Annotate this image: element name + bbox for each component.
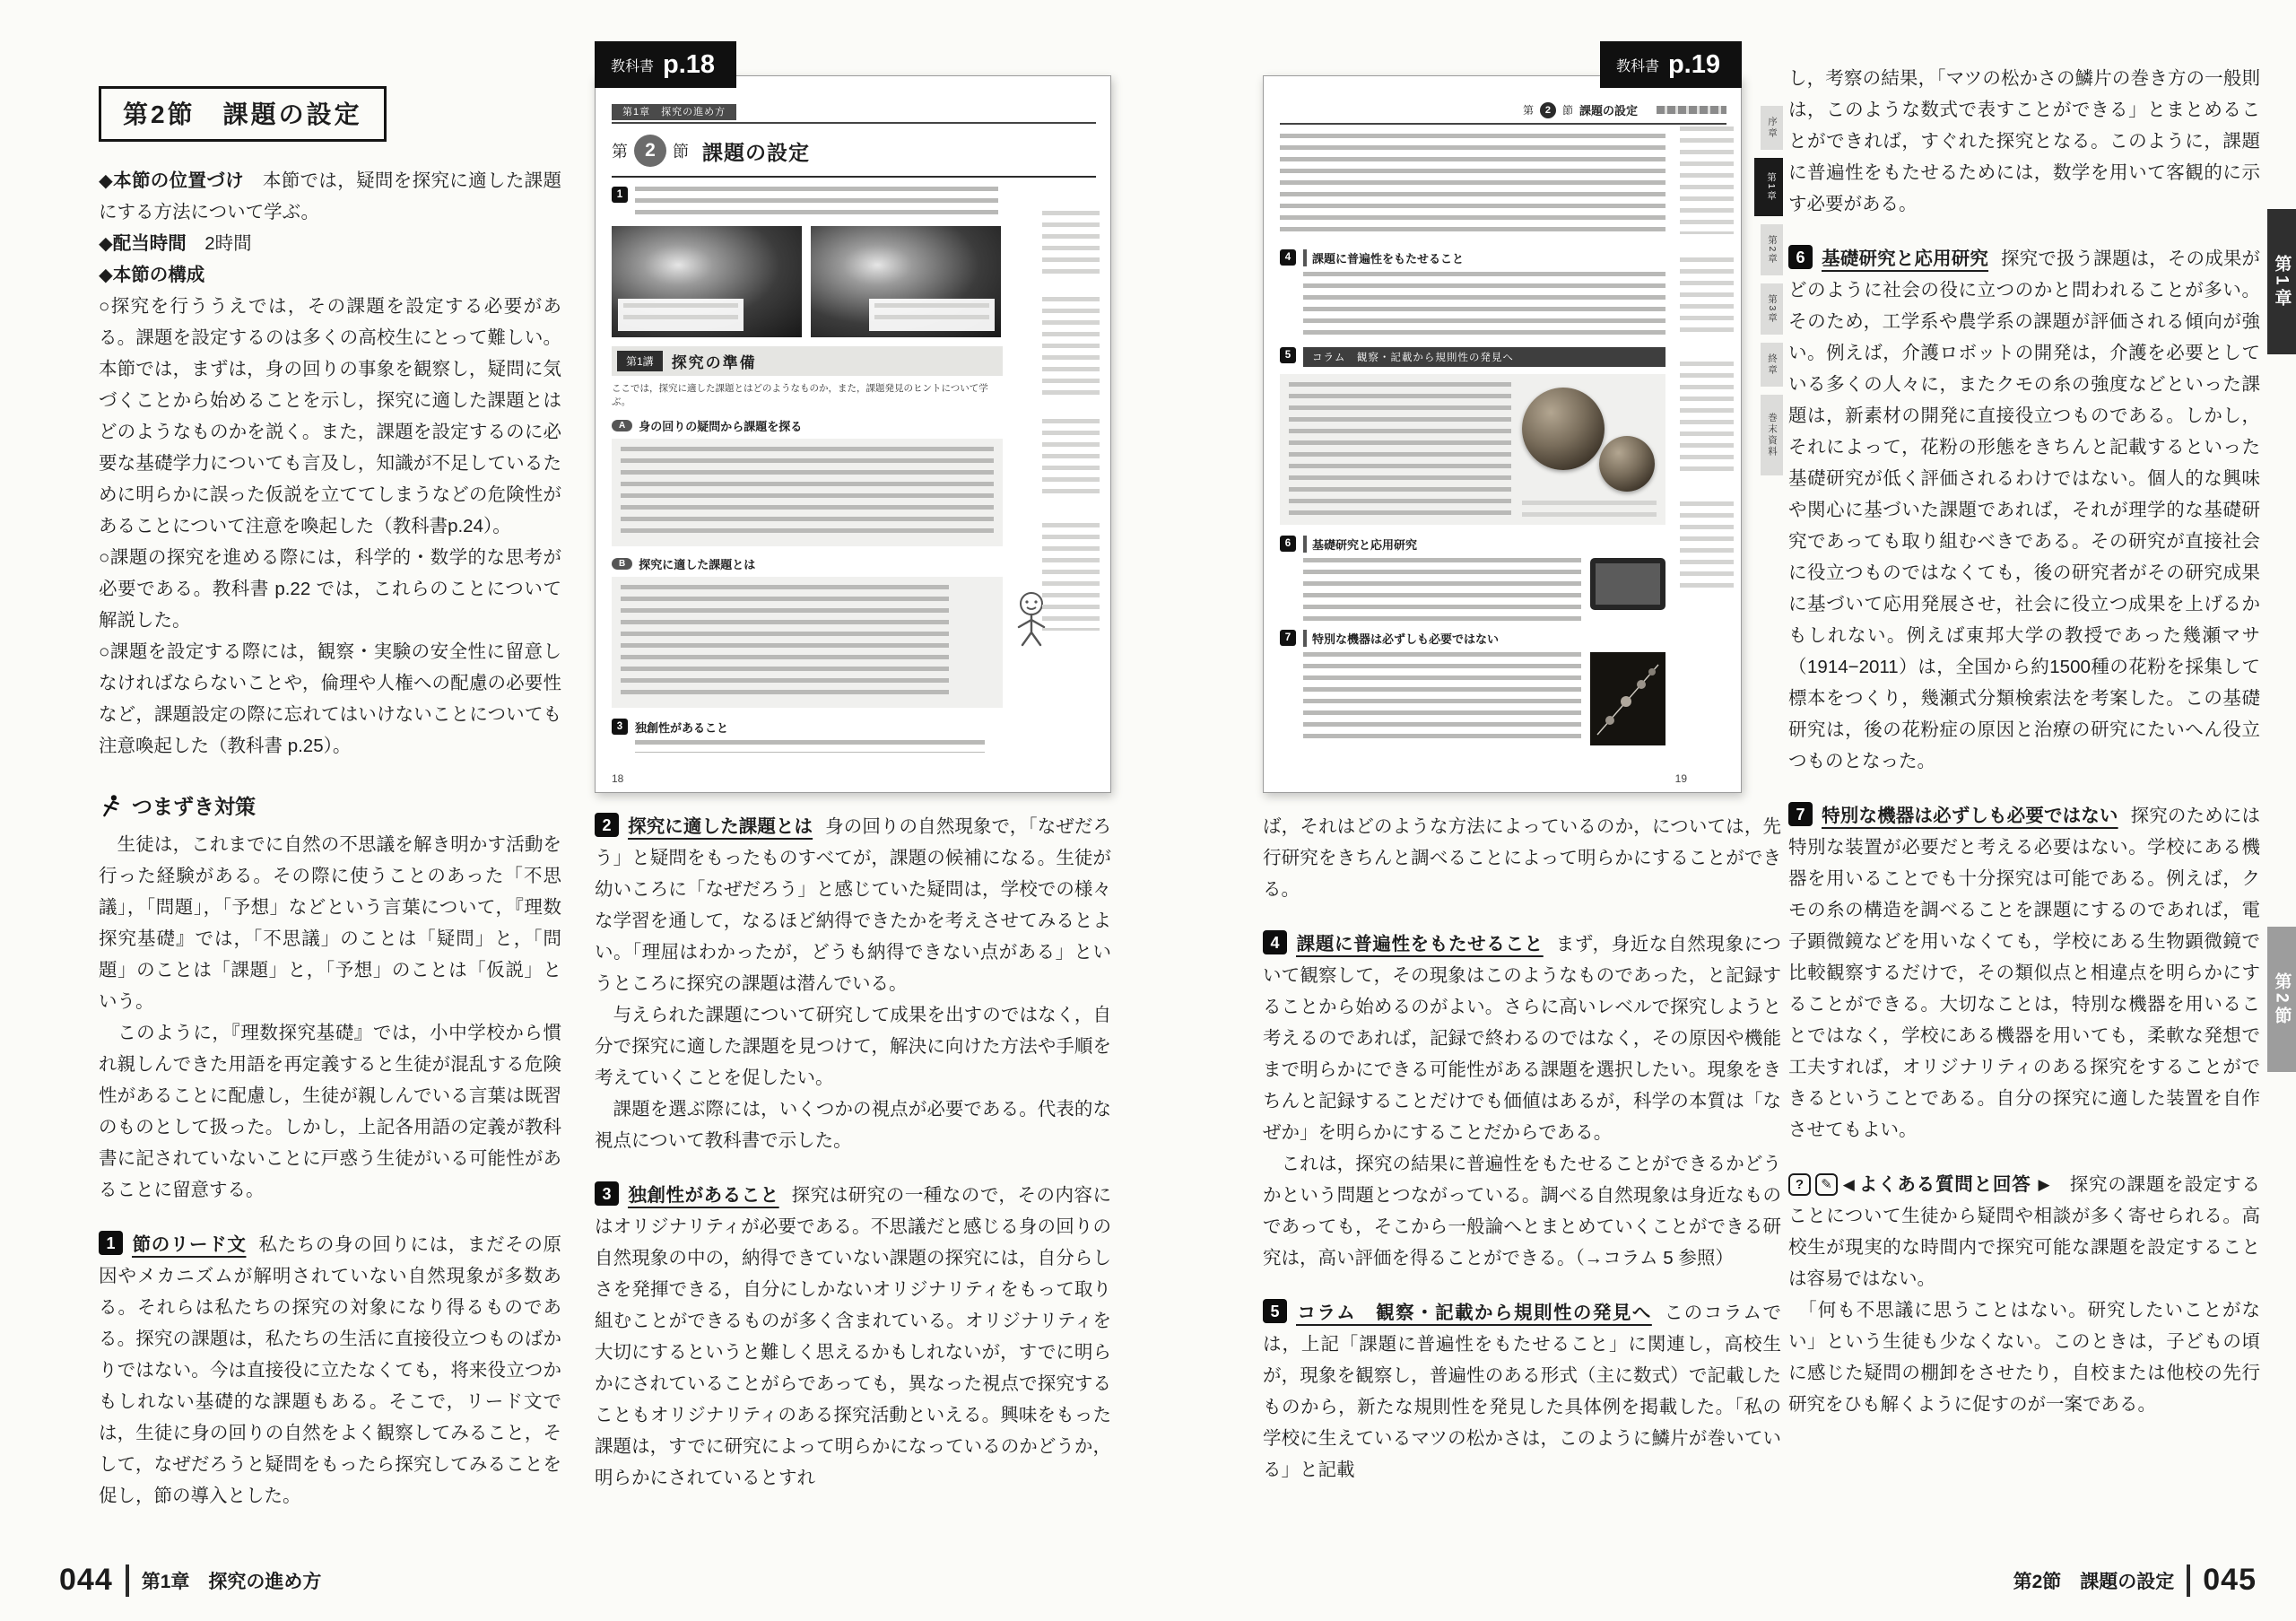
allotted-time-paragraph [99,228,561,259]
tablet-photo [1590,558,1665,610]
margin-note-placeholder [1042,419,1100,500]
lesson-lead-text: ここでは，探究に適した課題とはどのようなものか，また，課題発見のヒントについて学ぶ。 [612,383,988,407]
guide-section-6 [1788,243,2260,777]
fine-print-placeholder [1303,652,1581,742]
right-page-number: 045 [2203,1563,2257,1597]
p18-main-column [612,187,1003,753]
fine-print-placeholder [621,585,949,700]
p18-lesson-bar [612,346,1003,376]
p19-item-5 [1280,347,1665,367]
p18-block-b [612,555,1003,708]
left-page-guide-column [99,86,561,1512]
guide-section-3 [595,1180,1111,1494]
section-3-title: 独創性があること [628,1185,779,1206]
margin-note-placeholder [1042,523,1100,631]
section-3-body: 探究は研究の一種なので，その内容にはオリジナリティが必要である。不思議だと感じる身の回りの自然現象の中の，納得できていない課題の探究には，自分らしさを発揮できる，自分にしかないオリジナリティをもって取り組むことができるものが多く含まれている。オリジナリティを大切にするというと難しく思えるかもしれないが，すでに明らかにされていることがらであっても，異なった視点で探究することもオリジナリティのある探究活動といえる。興味をもった課題は，すでに研究によって明らかになっているのかどうか，明らかにされているとすれ [595,1185,1112,1488]
p19-item-4-badge: 4 [1280,249,1296,266]
block-a-label: A [612,420,632,431]
guide-section-7 [1788,800,2260,1146]
section-6-body: 探究で扱う課題は，その成果がどのように社会の役に立つのかと問われることが多い。そのため，工学系や農学系の課題が評価される傾向が強い。例えば，介護ロボットの開発は，介護を必要としている多くの人々に，またクモの糸の強度などといった課題は，新素材の開発に直接役立つものである。しかし，それによって，花粉の形態をきちんと記載するといった基礎研究が低く評価されるわけではない。個人的な興味や関心に基づいた課題であれば，それが理学的な基礎研究であっても取り組むべきである。その研究が直接社会に役立つものではなくても，後の研究者がその研究成果に基づいて応用発展させ，社会に役立つ成果を上げるかもしれない。例えば東邦大学の教授であった幾瀬マサ（1914−2011）は，全国から約1500種の花粉を採集して標本をつくり，幾瀬式分類検索法を考案した。この基礎研究は，後の花粉症の原因と治療の研究にたいへん役立つものとなった。 [1788,248,2261,771]
margin-note-placeholder [1042,297,1100,396]
footer-divider [2187,1564,2190,1597]
fine-print-placeholder [1280,134,1665,237]
section-edge-tab: 第2節 [2267,927,2296,1072]
left-footer-chapter-label: 第1章 探究の進め方 [141,1571,322,1592]
p19-main-column [1280,134,1665,745]
textbook-p18-tab [595,41,736,88]
section-4-paragraph-2: これは，探究の結果に普遍性をもたせることができるかどうかという問題とつながっている。調べる自然現象は身近なものであっても，そこから一般論へとまとめていくことができる研究は，高い評価を得ることができる。（→コラム 5 参照） [1263,1154,1781,1268]
p18-sec-number-circle: 2 [634,135,666,167]
pinecone-photo-large [1522,388,1605,470]
neuron-photo-left [612,226,802,337]
fine-print-placeholder [1303,272,1665,340]
section-5-carryover: し，考察の結果，「マツの松かさの鱗片の巻き方の一般則は，このような数式で表すことができる」とまとめることができれば，すぐれた探究となる。このように，課題に普遍性をもたせるためには，数学を用いて客観的に示す必要がある。 [1788,68,2260,214]
textbook-label: 教科書 [1615,58,1659,74]
margin-note-placeholder [1680,126,1734,234]
p19-item-7-badge: 7 [1280,630,1296,646]
margin-note-placeholder [1680,362,1734,478]
section-2-paragraph-3: 課題を選ぶ際には，いくつかの視点が必要である。代表的な視点について教科書で示した。 [595,1099,1111,1151]
section-7-number-badge: 7 [1788,802,1813,826]
block-a-title: 身の回りの疑問から課題を探る [639,420,803,433]
p19-page-number: 19 [1674,772,1687,785]
p18-intro-photos [612,226,1003,337]
block-a-panel [612,439,1003,546]
section-7-body: 探究のためには特別な装置が必要だと考える必要はない。学校にある機器を用いることでも十分探究は可能である。例えば，クモの糸の構造を調べることを課題にするのであれば，電子顕微鏡などを用いなくても，学校にある生物顕微鏡で比較観察するだけで，その類似点と相違点を明らかにすることができる。大切なことは，特別な機器を用いることではなく，学校にある機器を用いても，柔軟な発想で工夫すれば，オリジナリティのある探究をすることができるということである。自分の探究に適した装置を自作させてもよい。 [1788,806,2261,1140]
pinecone-photo-small [1599,436,1655,492]
section-1-number-badge: 1 [99,1231,123,1255]
textbook-p19-tab [1600,41,1742,88]
p18-item-3-badge: 3 [612,719,628,735]
p19-item-6-badge: 6 [1280,536,1296,552]
section-5-body: このコラムでは，上記「課題に普遍性をもたせること」に関連し，高校生が，現象を観察し，普遍性のある形式（主に数式）で記載したものから，新たな規則性を発見した具体例を掲載した。「私の学校に生えているマツの松かさは，このように鱗片が巻いている」と記載 [1263,1303,1781,1480]
allotted-time-value: 2時間 [186,233,252,254]
textbook-p18-page [595,75,1111,793]
textbook-page-18-thumbnail [595,41,1111,793]
margin-note-placeholder [1042,211,1100,274]
section-3-carryover: ば，それはどのような方法によっているのか，については，先行研究をきちんと調べることによって明らかにすることができる。 [1263,816,1781,900]
guide-section-1 [99,1229,561,1512]
right-page-outer-column [1788,63,2260,1420]
lesson-number-tab: 第1講 [617,351,663,371]
photo-caption-box [618,299,744,331]
positioning-label: ◆本節の位置づけ [99,170,245,191]
allotted-time-label: ◆配当時間 [99,233,187,254]
stumble-paragraph-2: このように，『理数探究基礎』では，小中学校から慣れ親しんできた用語を再定義すると生徒が混乱する危険性があることに配慮し，生徒が親しんでいる言葉は既習のものとして扱った。しかし，上記各用語の定義が教科書に記されていないことに戸惑う生徒がいる可能性があることに留意する。 [99,1023,561,1200]
faq-body: 探究の課題を設定することについて生徒から疑問や相談が多く寄せられる。高校生が現実的な時間内で探究可能な課題を設定することは容易ではない。 [1788,1174,2261,1289]
left-page-footer [59,1563,321,1598]
p18-chapter-label: 第1章 探究の進め方 [612,104,736,120]
section-4-number-badge: 4 [1263,930,1287,954]
footer-divider [126,1564,129,1597]
pinecone-photos [1522,382,1657,517]
guide-section-4 [1263,928,1781,1148]
faq-section [1788,1169,2260,1294]
stumbling-person-icon [99,793,124,818]
section-2-number-badge: 2 [595,813,619,837]
p18-item-1-badge: 1 [612,187,628,203]
p18-block-a [612,417,1003,546]
section-2-paragraph-2: 与えられた課題について研究して成果を出すのではなく，自分で探究に適した課題を見つけて，解決に向けた方法や手順を考えていくことを促したい。 [595,1005,1111,1088]
textbook-label: 教科書 [611,58,655,74]
right-footer-section-label: 第2節 課題の設定 [2013,1571,2175,1592]
p19-item-5-badge: 5 [1280,347,1296,363]
p19-column-feature-bar: コラム 観察・記載から規則性の発見へ [1303,347,1665,367]
section-5-title: コラム 観察・記載から規則性の発見へ [1296,1303,1652,1323]
section-3-number-badge: 3 [595,1181,619,1206]
stumble-paragraph-1: 生徒は，これまでに自然の不思議を解き明かす活動を行った経験がある。その際に使うことのあった「不思議」，「問題」，「予想」などという言葉について，『理数探究基礎』では，「不思議」のことは「疑問」と，「問題」のことは「課題」と，「予想」のことは「仮説」という。 [99,834,561,1012]
textbook-p19-page [1263,75,1742,793]
structure-item-2: ○課題の探究を進める際には，科学的・数学的な思考が必要である。教科書 p.22 では，これらのことについて解説した。 [99,547,561,631]
positioning-paragraph [99,165,561,228]
section-4-title: 課題に普遍性をもたせること [1296,934,1544,954]
pencil-answer-icon: ✎ [1815,1173,1838,1196]
p19-item-4-title: 課題に普遍性をもたせること [1303,249,1665,266]
stumble-measures-title: つまずき対策 [132,795,256,818]
fine-print-placeholder [635,187,998,219]
textbook-page-number: p.19 [1667,49,1720,79]
section-1-title: 節のリード文 [132,1234,247,1255]
p18-item-1 [612,187,1003,219]
p18-sec-suffix: 節 [673,143,689,161]
p18-running-head [612,103,1096,124]
photo-caption-box [869,299,995,331]
section-6-number-badge: 6 [1788,245,1813,269]
p19-item-7 [1280,630,1665,745]
index-tab-chapter-1: 第1章 [1754,158,1783,216]
section-2-body: 身の回りの自然現象で，「なぜだろう」と疑問をもったものすべてが，課題の候補になる。生徒が幼いころに「なぜだろう」と感じていた疑問は，学校での様々な学習を通して，なるほど納得できたかを考えさせてみるとよい。「理屈はわかったが，どうも納得できない点がある」というところに探究の課題は潜んでいる。 [595,816,1111,994]
p19-sec-suffix: 節 [1561,104,1573,117]
faq-right-bracket: ▶ [2038,1176,2051,1193]
spider-silk-photo [1590,652,1665,745]
lesson-progress-bar [1657,106,1726,114]
fine-print-placeholder [1289,382,1511,517]
p18-margin-notes [1042,211,1100,654]
p19-item-4 [1280,249,1665,340]
block-b-panel [612,577,1003,708]
guide-section-5 [1263,1297,1781,1486]
section-1-body: 私たちの身の回りには，まだその原因やメカニズムが解明されていない自然現象が多数ある。それらは私たちの探究の対象になり得るものである。探究の課題は，私たちの生活に直接役立つものばかりではない。今は直接役に立たなくても，将来役立つかもしれない基礎的な課題もある。そこで，リード文では，生徒に身の回りの自然をよく観察してみること，そして，なぜだろうと疑問をもったら探究してみることを促し，節の導入とした。 [99,1234,562,1506]
margin-note-placeholder [1680,257,1734,338]
faq-paragraph-2: 「何も不思議に思うことはない。研究したいことがない」という生徒も少なくない。このときは，子どもの頃に感じた疑問の棚卸をさせたり，自校または他校の先行研究をひも解くように促すのが一案である。 [1788,1300,2260,1415]
fine-print-placeholder [635,740,985,753]
structure-item-1: ○探究を行ううえでは，その課題を設定する必要がある。課題を設定するのは多くの高校生にとって難しい。本節では，まずは，身の回りの事象を観察し，疑問に気づくことから始めることを示し，探究に適した課題とはどのようなものかを説く。また，課題を設定するのに必要な基礎学力についても言及し，知識が不足しているために明らかに誤った仮説を立ててしまうなどの危険性があることについて注意を喚起した（教科書p.24）。 [99,296,561,536]
left-page-number: 044 [59,1563,113,1597]
faq-left-bracket: ◀ [1842,1176,1856,1193]
question-bubble-icon: ? [1788,1173,1811,1196]
p18-sec-prefix: 第 [612,143,628,161]
p18-sec-title: 課題の設定 [702,140,810,164]
p19-running-head [1280,92,1726,125]
p19-item-7-title: 特別な機器は必ずしも必要ではない [1303,630,1665,647]
faq-title: よくある質問と回答 [1858,1174,2031,1195]
p19-sec-number-circle: 2 [1540,102,1556,118]
section-6-title: 基礎研究と応用研究 [1822,248,1989,269]
lesson-title: 探究の準備 [671,354,757,371]
fine-print-placeholder [1303,558,1581,621]
stumble-measures-heading [99,790,561,820]
index-tab-final: 終章 [1761,343,1783,387]
p18-item-3 [612,719,1003,753]
section-2-title: 探究に適した課題とは [628,816,813,837]
margin-note-placeholder [1680,501,1734,591]
structure-label-paragraph [99,259,561,291]
p19-item-6-title: 基礎研究と応用研究 [1303,536,1665,553]
p19-item-6 [1280,536,1665,621]
figure-caption-placeholder [1522,501,1657,517]
section-heading-box [99,86,387,142]
right-page-inner-column [1263,811,1781,1486]
p18-item-3-title: 独創性があること [635,721,729,735]
textbook-page-number: p.18 [663,49,716,79]
guide-section-2 [595,811,1111,999]
structure-label: ◆本節の構成 [99,265,205,285]
p18-section-heading [612,124,1096,178]
left-page-text-column [595,811,1111,1494]
p19-sec-title: 課題の設定 [1578,104,1638,118]
right-page-footer [2013,1563,2257,1598]
p19-sec-prefix: 第 [1522,104,1534,117]
positioning-text: 本節では，疑問を探究に適した課題にする方法について学ぶ。 [99,170,562,222]
p18-page-number: 18 [612,772,624,785]
index-tab-intro: 序章 [1761,106,1783,150]
p19-column-panel [1280,374,1665,525]
textbook-page-19-thumbnail [1263,41,1783,793]
p19-margin-notes [1680,126,1734,614]
p19-edge-index-tabs [1742,106,1783,475]
section-5-number-badge: 5 [1263,1299,1287,1323]
fine-print-placeholder [621,447,994,538]
neuron-photo-right [811,226,1001,337]
section-7-title: 特別な機器は必ずしも必要ではない [1822,806,2118,826]
index-tab-chapter-2: 第2章 [1761,224,1783,275]
index-tab-appendix: 巻末資料 [1761,395,1783,475]
block-b-label: B [612,558,632,570]
structure-item-3: ○課題を設定する際には，観察・実験の安全性に留意しなければならないことや，倫理や人権への配慮の必要性など，課題設定の際に忘れてはいけないことについても注意喚起した（教科書 p.25）。 [99,641,561,756]
chapter-edge-tab: 第1章 [2267,209,2296,354]
section-4-body: まず，身近な自然現象について観察して，その現象はこのようなものであった，と記録することから始めるのがよい。さらに高いレベルで探究しようと考えるのであれば，記録で終わるのではなく，その原因や機能まで明らかにできる可能性がある課題を選択したい。現象をきちんと記録することだけでも価値はあるが，科学の本質は「なぜか」を明らかにすることだからである。 [1263,934,1781,1143]
block-b-title: 探究に適した課題とは [639,558,756,571]
index-tab-chapter-3: 第3章 [1761,283,1783,335]
section-heading: 第2節 課題の設定 [123,100,362,128]
